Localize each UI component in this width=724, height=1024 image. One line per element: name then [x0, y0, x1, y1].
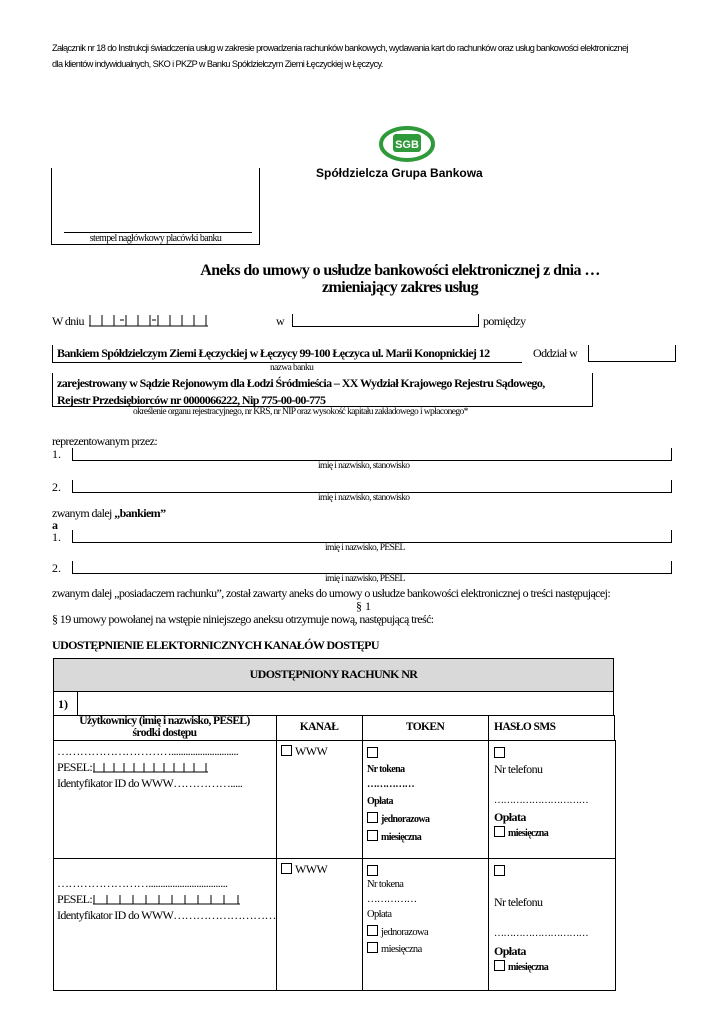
document-title [150, 262, 650, 296]
table-bottom-border [53, 990, 616, 991]
reg-line1: zarejestrowany w Sądzie Rejonowym dla Łodzi Śródmieścia – XX Wydział Krajowego Rejestru Sądowego, [57, 376, 545, 390]
paragraph-text: § 19 umowy powołanej na wstępie niniejszego aneksu otrzymuje nową, następującą treść: [52, 612, 434, 626]
row1-fee: Opłata [367, 796, 393, 807]
col-users-header [53, 715, 276, 739]
row2-sms-monthly-label: miesięczna [508, 962, 549, 973]
sgb-badge-text: SGB [395, 139, 419, 151]
title-line1: Aneks do umowy o usłudze bankowości elektronicznej z dnia … [200, 262, 600, 279]
row2-monthly-option[interactable] [367, 942, 422, 955]
sgb-logo-icon [377, 124, 437, 164]
row2-www-checkbox[interactable] [281, 863, 292, 874]
row2-pesel-label: PESEL: [57, 892, 93, 906]
place-field[interactable] [292, 314, 479, 327]
holder-2-num: 2. [52, 561, 61, 575]
table-left-border [53, 740, 54, 991]
col-token-header: TOKEN [405, 721, 445, 733]
between-label: pomiędzy [483, 314, 526, 328]
row2-monthly-label: miesięczna [381, 944, 422, 955]
rep-2-num: 2. [52, 480, 61, 494]
row-divider [53, 858, 616, 859]
header-note-line1: Załącznik nr 18 do Instrukcji świadczenia usług w zakresie prowadzenia rachunków bankowych, wydawania kart do rachunków oraz usług bankowości elektronicznej [52, 43, 628, 53]
stamp-box-bottom [51, 244, 260, 245]
row1-phone-dots: ………………………… [494, 795, 589, 806]
row1-monthly-label: miesięczna [381, 832, 422, 843]
row1-monthly-option[interactable] [367, 830, 421, 843]
col-sms-header: HASŁO SMS [494, 721, 556, 733]
rep-1-field[interactable] [72, 448, 672, 461]
row1-dots: …………………………............................ [57, 744, 239, 758]
reg-box-left [52, 373, 53, 407]
row1-channel-label: WWW [295, 744, 328, 758]
row2-phone: Nr telefonu [494, 895, 543, 909]
paragraph-sign: § 1 [356, 599, 371, 613]
branch-label: Oddział w [533, 346, 578, 360]
section-title: UDOSTĘPNIENIE ELEKTORNICZNYCH KANAŁÓW DOSTĘPU [52, 638, 379, 652]
pesel-boxes-icon [93, 760, 209, 773]
col-divider-1 [276, 715, 277, 991]
header-note-line2-b: Banku Spółdzielczym Ziemi Łęczyckiej w Łęczycy. [206, 59, 383, 69]
row2-pesel-field[interactable] [93, 892, 241, 905]
row2-ident: Identyfikator ID do WWW……………………… [57, 908, 276, 922]
header-note-line2 [52, 59, 692, 69]
rep-1-num: 1. [52, 447, 61, 461]
holder-2-caption: imię i nazwisko, PESEL [325, 574, 405, 584]
col-divider-3 [488, 715, 489, 991]
row1-www-checkbox[interactable] [281, 745, 292, 756]
sgb-logo [377, 124, 437, 164]
row1-sms-fee: Opłata [494, 810, 526, 824]
row1-token-dots: …………… [367, 779, 415, 790]
row2-dots: ……………………................................. [57, 876, 228, 890]
col-users-line2: środki dostępu [132, 727, 197, 739]
row2-channel-label: WWW [295, 862, 328, 876]
rep-2-caption: imię i nazwisko, stanowisko [318, 493, 410, 503]
branch-field[interactable] [588, 345, 676, 362]
holder-1-caption: imię i nazwisko, PESEL [325, 543, 405, 553]
date-field[interactable] [89, 313, 209, 327]
row2-monthly-checkbox[interactable] [367, 942, 378, 953]
row2-sms-fee: Opłata [494, 944, 526, 958]
account-number-row[interactable] [53, 691, 614, 716]
row1-once-option[interactable] [367, 812, 429, 825]
row2-once-checkbox[interactable] [367, 925, 378, 936]
row2-channel[interactable] [281, 862, 327, 877]
row1-sms-checkbox[interactable] [494, 744, 508, 762]
row1-phone: Nr telefonu [494, 762, 543, 776]
table-right-border [615, 740, 616, 991]
header-note-line2-a: dla klientów indywidualnych, SKO i PKZP w [52, 59, 207, 69]
reg-caption: określenie organu rejestracyjnego, nr KRS, nr NIP oraz wysokość kapitału zakładowego i wpłaconego* [133, 407, 468, 417]
bank-name-caption: nazwa banku [270, 363, 314, 373]
account-number-label: 1) [58, 697, 68, 711]
bank-name: Bankiem Spółdzielczym Ziemi Łęczyckiej w Łęczycy 99-100 Łęczyca ul. Marii Konopnickiej 12 [57, 346, 490, 360]
row1-once-label: jednorazowa [381, 814, 430, 825]
account-header: UDOSTĘPNIONY RACHUNK NR [249, 667, 418, 681]
row1-pesel-field[interactable] [93, 760, 209, 773]
col-divider-2 [362, 715, 363, 991]
row1-monthly-checkbox[interactable] [367, 830, 378, 841]
rep-2-field[interactable] [72, 480, 672, 493]
date-w-label: w [276, 314, 285, 328]
row2-once-label: jednorazowa [381, 927, 429, 938]
reg-line2: Rejestr Przedsiębiorców nr 0000066222, Nip 775-00-00-775 [57, 393, 326, 407]
pesel-boxes-icon [93, 892, 241, 905]
col-users-line1: Użytkownicy (imię i nazwisko, PESEL) [79, 715, 250, 727]
row1-sms-monthly-option[interactable] [494, 826, 548, 839]
row2-sms-checkbox[interactable] [494, 862, 508, 880]
row2-token-checkbox[interactable] [367, 862, 381, 880]
row1-channel[interactable] [281, 744, 327, 759]
called-holder: zwanym dalej „posiadaczem rachunku”, został zawarty aneks do umowy o usłudze bankowości elektronicznej o treści następującej: [52, 586, 611, 600]
row1-token-checkbox[interactable] [367, 744, 381, 762]
called-bank-b: „bankiem” [114, 506, 166, 520]
reg-box-right [592, 373, 593, 407]
row1-token-nr: Nr tokena [367, 764, 405, 775]
represented-by: reprezentowanym przez: [52, 434, 158, 448]
logo-name: Spółdzielcza Grupa Bankowa [316, 166, 483, 180]
row2-sms-monthly-checkbox[interactable] [494, 960, 505, 971]
row1-sms-monthly-label: miesięczna [508, 828, 549, 839]
date-prefix: W dniu [52, 314, 84, 328]
row2-fee: Opłata [367, 909, 392, 920]
row1-ident: Identyfikator ID do WWW……………..... [57, 776, 243, 790]
and-label: a [52, 518, 58, 532]
row2-phone-dots: ………………………… [494, 928, 589, 939]
row2-token-nr: Nr tokena [367, 879, 404, 890]
holder-1-field[interactable] [72, 530, 672, 543]
title-line2: zmieniający zakres usług [322, 279, 478, 296]
row2-token-dots: …………… [367, 894, 417, 905]
holder-1-num: 1. [52, 530, 61, 544]
rep-1-caption: imię i nazwisko, stanowisko [318, 461, 410, 471]
header-note [52, 43, 692, 69]
row1-once-checkbox[interactable] [367, 812, 378, 823]
called-bank [52, 506, 165, 521]
col-channel-header: KANAŁ [299, 721, 339, 733]
row1-sms-monthly-checkbox[interactable] [494, 826, 505, 837]
row2-sms-monthly-option[interactable] [494, 960, 548, 973]
row1-pesel-label: PESEL: [57, 760, 93, 774]
bank-box-left [52, 345, 53, 363]
stamp-label: stempel nagłówkowy placówki banku [89, 233, 222, 244]
row2-once-option[interactable] [367, 925, 428, 938]
date-boxes-icon [89, 313, 209, 327]
account-number-divider [77, 691, 78, 716]
called-bank-a: zwanym dalej [52, 506, 115, 520]
holder-2-field[interactable] [72, 561, 672, 574]
